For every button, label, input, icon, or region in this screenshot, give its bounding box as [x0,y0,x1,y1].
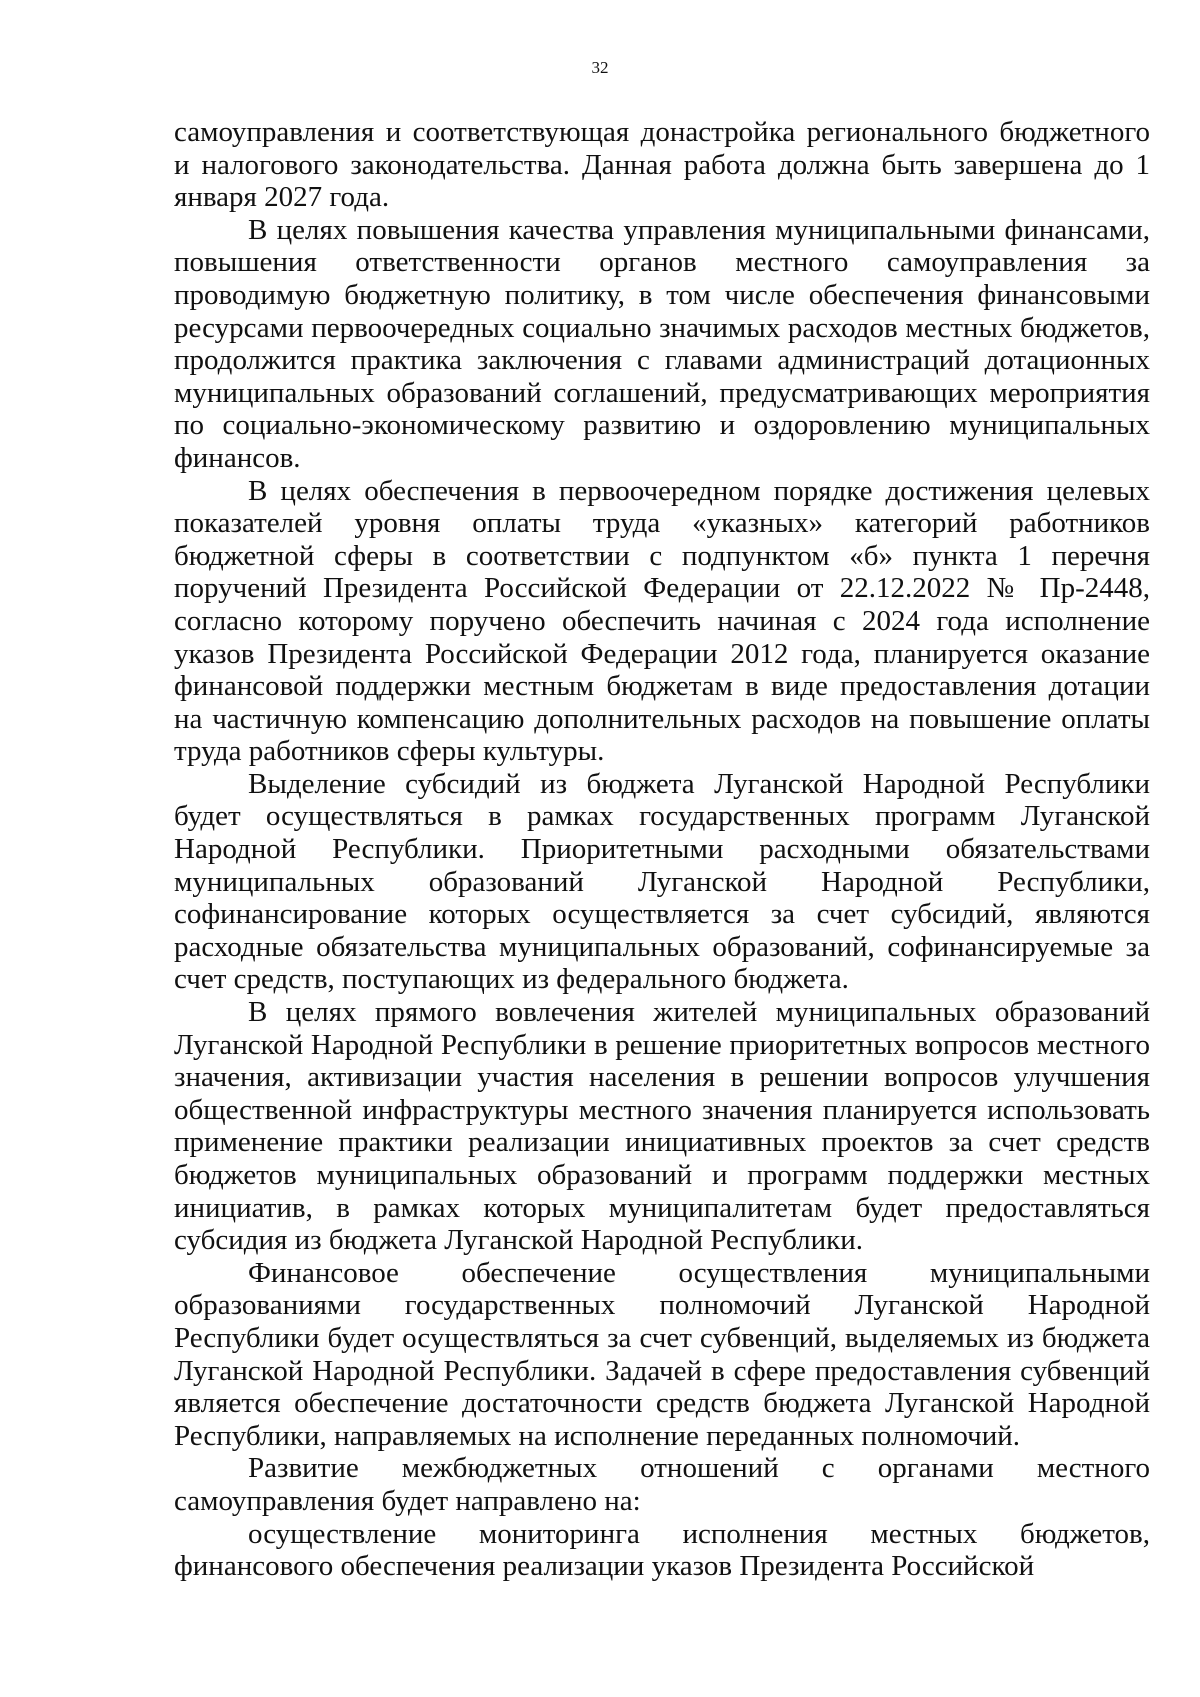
paragraph-6: Финансовое обеспечение осуществления муниципальными образованиями государственных полномочий Луганской Народной Республики будет осуществляться за счет субвенций, выделяемых из бюджета Луганской Народной Республики. Задачей в сфере предоставления субвенций является обеспечение достаточности средств бюджета Луганской Народной Республики, направляемых на исполнение переданных полномочий. [174,1256,1150,1452]
paragraph-8: осуществление мониторинга исполнения местных бюджетов, финансового обеспечения реализации указов Президента Российской [174,1517,1150,1583]
document-body [174,116,1150,1583]
paragraph-4: Выделение субсидий из бюджета Луганской Народной Республики будет осуществляться в рамках государственных программ Луганской Народной Республики. Приоритетными расходными обязательствами муниципальных образований Луганской Народной Республики, софинансирование которых осуществляется за счет субсидий, являются расходные обязательства муниципальных образований, софинансируемые за счет средств, поступающих из федерального бюджета. [174,767,1150,996]
page-number: 32 [591,58,609,77]
paragraph-7: Развитие межбюджетных отношений с органами местного самоуправления будет направлено на: [174,1452,1150,1517]
paragraph-2: В целях повышения качества управления муниципальными финансами, повышения ответственности органов местного самоуправления за проводимую бюджетную политику, в том числе обеспечения финансовыми ресурсами первоочередных социально значимых расходов местных бюджетов, продолжится практика заключения с главами администраций дотационных муниципальных образований соглашений, предусматривающих мероприятия по социально-экономическому развитию и оздоровлению муниципальных финансов. [174,213,1150,474]
paragraph-5: В целях прямого вовлечения жителей муниципальных образований Луганской Народной Республики в решение приоритетных вопросов местного значения, активизации участия населения в решении вопросов улучшения общественной инфраструктуры местного значения планируется использовать применение практики реализации инициативных проектов за счет средств бюджетов муниципальных образований и программ поддержки местных инициатив, в рамках которых муниципалитетам будет предоставляться субсидия из бюджета Луганской Народной Республики. [174,996,1150,1257]
paragraph-3: В целях обеспечения в первоочередном порядке достижения целевых показателей уровня оплаты труда «указных» категорий работников бюджетной сферы в соответствии с подпунктом «б» пункта 1 перечня поручений Президента Российской Федерации от 22.12.2022 № Пр-2448, согласно которому поручено обеспечить начиная с 2024 года исполнение указов Президента Российской Федерации 2012 года, планируется оказание финансовой поддержки местным бюджетам в виде предоставления дотации на частичную компенсацию дополнительных расходов на повышение оплаты труда работников сферы культуры. [174,474,1150,768]
paragraph-1: самоуправления и соответствующая донастройка регионального бюджетного и налогового законодательства. Данная работа должна быть завершена до 1 января 2027 года. [174,116,1150,214]
